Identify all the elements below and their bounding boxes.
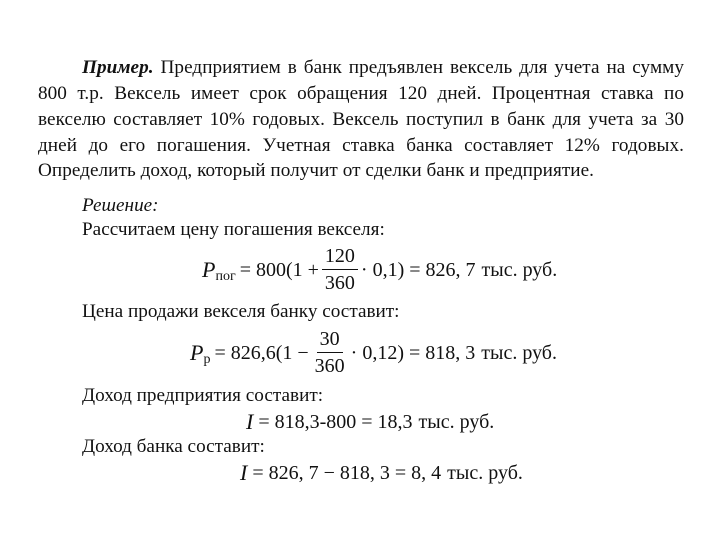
formula1-var: P bbox=[202, 256, 216, 282]
formula1-numerator: 120 bbox=[322, 244, 358, 270]
formula2-numerator: 30 bbox=[317, 327, 343, 353]
formula3-expr: = 818,3-800 = 18,3 bbox=[258, 411, 413, 433]
formula4-var: I bbox=[240, 460, 248, 485]
formula1-rhs: · 0,1) = 826, 7 bbox=[360, 258, 476, 281]
formula1-sub: пог bbox=[215, 268, 236, 284]
example-label: Пример. bbox=[82, 57, 154, 79]
formula1-unit: тыс. руб. bbox=[481, 258, 558, 281]
step3-text: Доход предприятия составит: bbox=[82, 385, 324, 406]
step1-text: Рассчитаем цену погашения векселя: bbox=[82, 219, 385, 240]
formula3-unit: тыс. руб. bbox=[418, 411, 495, 433]
formula-bank-income bbox=[240, 461, 523, 485]
formula2-sub: р bbox=[203, 351, 211, 367]
formula2-lhs: = 826,6(1 − bbox=[214, 341, 309, 364]
formula2-fraction bbox=[312, 327, 348, 378]
problem-statement bbox=[38, 55, 684, 184]
formula2-rhs: · 0,12) = 818, 3 bbox=[350, 341, 476, 364]
step4-text: Доход банка составит: bbox=[82, 436, 265, 457]
formula1-fraction bbox=[322, 244, 358, 295]
formula1-denominator: 360 bbox=[324, 272, 355, 294]
formula-redemption-price bbox=[202, 244, 557, 295]
step2-text: Цена продажи векселя банку составит: bbox=[82, 301, 400, 322]
formula4-expr: = 826, 7 − 818, 3 = 8, 4 bbox=[252, 462, 442, 484]
formula3-var: I bbox=[246, 409, 254, 434]
problem-text: Предприятием в банк предъявлен вексель для учета на сумму 800 т.р. Вексель имеет срок обращения 120 дней. Процентная ставка по векселю составляет 10% годовых. Вексель поступил в банк для учета за 30 дней до его погашения. Учетная ставка банка составляет 12% годовых. Определить доход, который получит от сделки банк и предприятие. bbox=[38, 57, 684, 182]
formula4-unit: тыс. руб. bbox=[447, 462, 523, 484]
formula2-denominator: 360 bbox=[314, 355, 345, 377]
formula1-lhs: = 800(1 + bbox=[239, 258, 319, 281]
formula-enterprise-income bbox=[246, 410, 494, 434]
solution-heading: Решение: bbox=[82, 195, 159, 216]
formula2-var: P bbox=[190, 339, 204, 365]
formula2-unit: тыс. руб. bbox=[481, 341, 557, 364]
formula-sale-price bbox=[190, 327, 557, 378]
